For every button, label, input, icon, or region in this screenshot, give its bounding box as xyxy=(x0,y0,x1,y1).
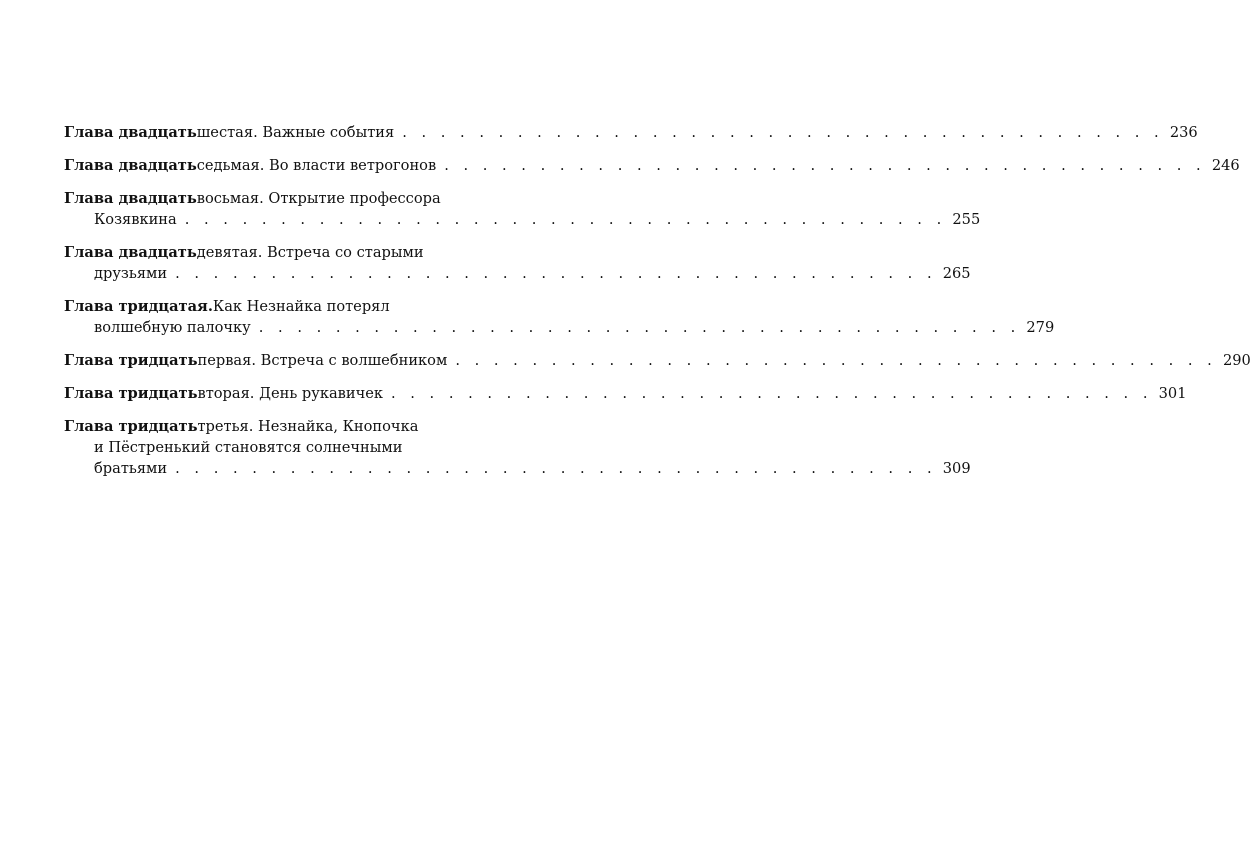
toc-entry-line xyxy=(64,188,494,209)
chapter-title: восьмая. Открытие профессора xyxy=(196,190,441,207)
toc-entry-line xyxy=(64,350,1251,371)
chapter-label: Глава тридцать xyxy=(64,385,198,402)
page-number: 301 xyxy=(1158,385,1187,402)
chapter-label: Глава тридцать xyxy=(64,352,198,369)
dot-leader: . . . . . . . . . . . . . . . . . . . . . . . . . . . . . . . . . . . . . . . . xyxy=(402,124,1164,141)
chapter-title: вторая. День рукавичек xyxy=(197,385,383,402)
page-number: 246 xyxy=(1211,157,1240,174)
chapter-label: Глава тридцать xyxy=(64,418,198,435)
chapter-title-continued: братьями xyxy=(94,460,168,477)
chapter-label: Глава двадцать xyxy=(64,190,197,207)
dot-leader: . . . . . . . . . . . . . . . . . . . . . . . . . . . . . . . . . . . . . . . . xyxy=(175,265,937,282)
toc-entry[interactable] xyxy=(64,296,1055,338)
toc-entry[interactable] xyxy=(64,188,981,230)
dot-leader: . . . . . . . . . . . . . . . . . . . . . . . . . . . . . . . . . . . . . . . . xyxy=(391,385,1153,402)
chapter-title-continued: волшебную палочку xyxy=(94,319,251,336)
dot-leader: . . . . . . . . . . . . . . . . . . . . . . . . . . . . . . . . . . . . . . . . xyxy=(175,460,937,477)
toc-entry-line xyxy=(64,155,1240,176)
chapter-title-continued: и Пёстренький становятся солнечными xyxy=(94,439,403,456)
page-number: 265 xyxy=(942,265,971,282)
toc-entry[interactable] xyxy=(64,416,971,479)
chapter-label: Глава двадцать xyxy=(64,157,197,174)
toc-entry[interactable] xyxy=(64,350,1251,371)
toc-entry[interactable] xyxy=(64,122,1198,143)
toc-entry[interactable] xyxy=(64,383,1187,404)
page-number: 309 xyxy=(942,460,971,477)
page-number: 255 xyxy=(952,211,981,228)
chapter-label: Глава двадцать xyxy=(64,244,197,261)
toc-entry-line xyxy=(64,296,494,317)
toc-entry[interactable] xyxy=(64,155,1240,176)
toc-entry-line xyxy=(64,242,494,263)
toc-entry-line xyxy=(64,209,981,230)
dot-leader: . . . . . . . . . . . . . . . . . . . . . . . . . . . . . . . . . . . . . . . . xyxy=(184,211,947,228)
toc-entry-line xyxy=(64,437,494,458)
toc-entry-line xyxy=(64,263,971,284)
chapter-label: Глава тридцатая. xyxy=(64,298,213,315)
toc-entry-line xyxy=(64,458,971,479)
chapter-title: первая. Встреча с волшебником xyxy=(197,352,448,369)
toc-entry-line xyxy=(64,383,1187,404)
page-number: 279 xyxy=(1026,319,1055,336)
chapter-label: Глава двадцать xyxy=(64,124,197,141)
chapter-title-continued: друзьями xyxy=(94,265,168,282)
dot-leader: . . . . . . . . . . . . . . . . . . . . . . . . . . . . . . . . . . . . . . . . xyxy=(258,319,1021,336)
dot-leader: . . . . . . . . . . . . . . . . . . . . . . . . . . . . . . . . . . . . . . . . xyxy=(455,352,1217,369)
page-number: 290 xyxy=(1222,352,1251,369)
chapter-title: третья. Незнайка, Кнопочка xyxy=(197,418,419,435)
page-number: 236 xyxy=(1169,124,1198,141)
dot-leader: . . . . . . . . . . . . . . . . . . . . . . . . . . . . . . . . . . . . . . . . xyxy=(444,157,1206,174)
toc-entry-line xyxy=(64,317,1055,338)
chapter-title: девятая. Встреча со старыми xyxy=(196,244,424,261)
chapter-title-continued: Козявкина xyxy=(94,211,177,228)
chapter-title: седьмая. Во власти ветрогонов xyxy=(196,157,437,174)
toc-entry-line xyxy=(64,416,494,437)
chapter-title: Как Незнайка потерял xyxy=(212,298,390,315)
toc-entry-line xyxy=(64,122,1198,143)
toc-entry[interactable] xyxy=(64,242,971,284)
table-of-contents xyxy=(64,122,1251,491)
chapter-title: шестая. Важные события xyxy=(196,124,395,141)
